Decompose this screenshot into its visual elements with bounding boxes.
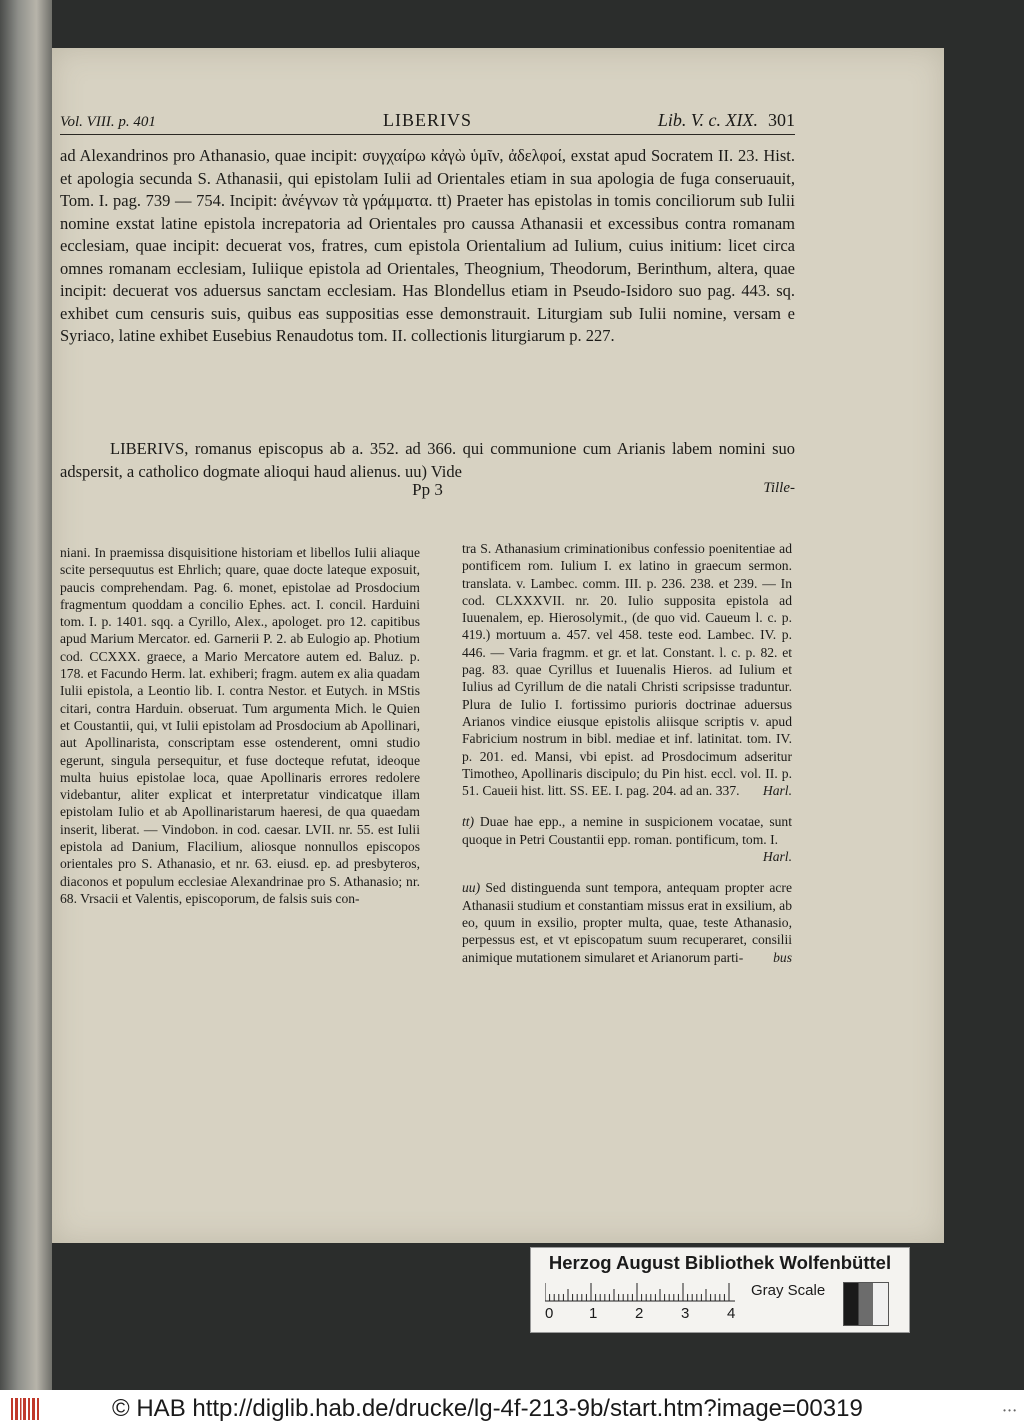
gray-scale-label: Gray Scale	[751, 1282, 826, 1299]
ruler-numbers	[545, 1305, 745, 1325]
paragraph-julius-epistles: ad Alexandrinos pro Athanasio, quae incipit: συγχαίρω κἀγὼ ὑμῖν, ἀδελφοί, exstat apud Socratem II. 23. Hist. et apologia secunda S. Athanasii, qui epistolam Iulii ad Orientales etiam in sua apologia de fuga conseruauit, Tom. I. pag. 739 — 754. Incipit: ἀνέγνων τὰ γράμματα. tt) Praeter has epistolas in tomis conciliorum sub Iulii nomine exstat latine epistola increpatoria ad Orientales pro caussa Athanasii et excessibus contra romanam ecclesiam, quae incipit: decuerat vos, fratres, cum epistola Orientalium ad Iulium, cuius initium: licet circa omnes romanam ecclesiam, Iuliique epistola ad Orientales, Theognium, Theodorum, Berinthum, altera, quae incipit: decuerat vos aduersus sanctam ecclesiam. Has Blondellus etiam in Pseudo-Isidoro suo pag. 443. sq. exhibet cum censuris suis, quibus eas suppositias esse demonstrauit. Liturgiam sub Iulii nomine, versam e Syriaco, latine exhibet Eusebius Renaudotus tom. II. collectionis liturgiarum p. 227.	[60, 146, 795, 345]
page-number: 301	[768, 110, 795, 130]
footnote-marker: tt)	[462, 814, 475, 830]
footnote-continuation	[462, 540, 792, 799]
footnote-catchword: bus	[773, 949, 792, 965]
footnote-uu	[462, 879, 792, 965]
footer-bar	[0, 1390, 1024, 1428]
ruler-number: 4	[727, 1305, 736, 1322]
ruler-number: 2	[635, 1305, 644, 1322]
footnote-text: Duae hae epp., a nemine in suspicionem vocatae, sunt quoque in Petri Coustantii epp. roman. pontificum, tom. I.	[462, 814, 792, 847]
volume-reference: Vol. VIII. p. 401	[60, 114, 156, 130]
gray-scale-swatch	[843, 1282, 889, 1326]
copyright-url: © HAB http://diglib.hab.de/drucke/lg-4f-213-9b/start.htm?image=00319	[112, 1395, 863, 1422]
running-head	[60, 110, 795, 136]
footnote-column-left: niani. In praemissa disquisitione historiam et libellos Iulii aliaque scite persequutus est Ehrlich; quare, quae docte lateque exposuit, paucis comprehendam. Pag. 6. monet, epistolae ad Prosdocium fragmentum quoddam a concilio Ephes. act. I. concil. Harduini tom. I. p. 1401. sqq. a Cyrillo, Alex., apologet. pro 12. capitibus apud Marium Mercator. ed. Garnerii P. 2. ab Eulogio ap. Photium cod. CCXXX. graece, a Mario Mercatore autem ed. Baluz. p. 178. et Facundo Herm. lat. exhiberi; fragm. autem ex alia quadam Iulii epistola, a Leontio lib. I. contra Nestor. et Eutych. in MStis citari, contra Harduin. obseruat. Tum argumenta Mich. le Quien et Coustantii, qui, vt Iulii epistolam ad Prosdocium ab Apollinari, aut Apollinarista, conscriptam esse ostenderent, omni studio egerunt, singula persequitur, et fuse docteque refutat, ideoque multa huius epistolae loca, quae Apollinaris errores redolere videbantur, aliter explicat et interpretatur vindicatque illam epistolam Iulio et ab Apollinaristarum haeresi, de qua quaedam inserit, liberat. — Vindobon. in cod. caesar. LVII. nr. 55. est Iulii epistola ad Danium, Flacilium, aliosque nonnullos episcopos orientales pro S. Athanasio, et nr. 63. eiusd. ep. ad presbyteros, diaconos et populum ecclesiae Alexandrinae pro S. Athanasio; nr. 68. Vrsacii et Valentis, episcoporum, de falsis suis con-	[60, 545, 420, 906]
ruler	[545, 1282, 737, 1302]
chapter-label: Lib. V. c. XIX.	[657, 110, 758, 130]
footnote-tt	[462, 813, 792, 865]
color-scale-card	[530, 1247, 910, 1333]
signature-line	[60, 480, 795, 504]
footnote-text: tra S. Athanasium criminationibus confessio poenitentiae ad pontificem rom. Iulium I. ex latino in graecum sermon. translata. v. Lambec. comm. III. p. 236. 238. et 239. — In cod. CLXXXVII. nr. 20. Iulio supposita epistola ad Iuuenalem, ep. Hierosolymit., (de quo vid. Caueum l. c. p. 419.) mortuum a. 457. vel 458. teste eod. Lambec. IV. p. 446. — Varia fragmm. et gr. et lat. Constant. l. c. p. 82. et pag. 83. quae Cyrillus et Iuuenalis Hieros. ad Iulium et Iulius ad Cyrillum de die natali Christi scripsisse traduntur. Plura de Iulio I. fortissimo purioris doctrinae aduersus Arianos vindice eiusque epistolis aliisque scriptis v. apud Fabricium nostrum in bibl. mediae et inf. latinitat. tom. IV. p. 201. ed. Mansi, vbi epist. ad Prosdocimum adseritur Timotheo, Apollinaris discipulo; du Pin hist. eccl. vol. II. p. 51. Caueii hist. litt. SS. EE. I. pag. 204. ad an. 337.	[462, 541, 792, 799]
footnote-text: Sed distinguenda sunt tempora, antequam propter acre Athanasii studium et constantiam missus erat in exsilium, ab eo, quum in exsilio, propter multa, quae, teste Athanasio, perpessus est, et vt episcopatum suum recuperaret, consilii animique mutationem simularet et Arianorum parti-	[462, 880, 792, 965]
printer-signature: Pp 3	[412, 480, 443, 499]
ruler-number: 0	[545, 1305, 554, 1322]
footnote-column-right	[462, 540, 792, 980]
catchword: Tille-	[763, 480, 795, 496]
header-rule	[60, 134, 795, 135]
barcode-logo-icon	[10, 1394, 40, 1424]
footnote-marker: uu)	[462, 880, 481, 896]
running-title: LIBERIVS	[383, 110, 472, 130]
chapter-reference	[658, 110, 795, 131]
book-spine-edge	[0, 0, 52, 1390]
footnote-signature: Harl.	[762, 849, 792, 865]
ruler-number: 1	[589, 1305, 598, 1322]
paragraph-liberius-entry: LIBERIVS, romanus episcopus ab a. 352. ad 366. qui communione cum Arianis labem nomini suo adspersit, a catholico dogmate alioqui haud alienus. uu) Vide	[60, 439, 795, 481]
footnote-signature: Harl.	[762, 783, 792, 799]
ruler-number: 3	[681, 1305, 690, 1322]
footer-dots: • • •	[1003, 1406, 1016, 1415]
library-name: Herzog August Bibliothek Wolfenbüttel	[548, 1252, 892, 1273]
